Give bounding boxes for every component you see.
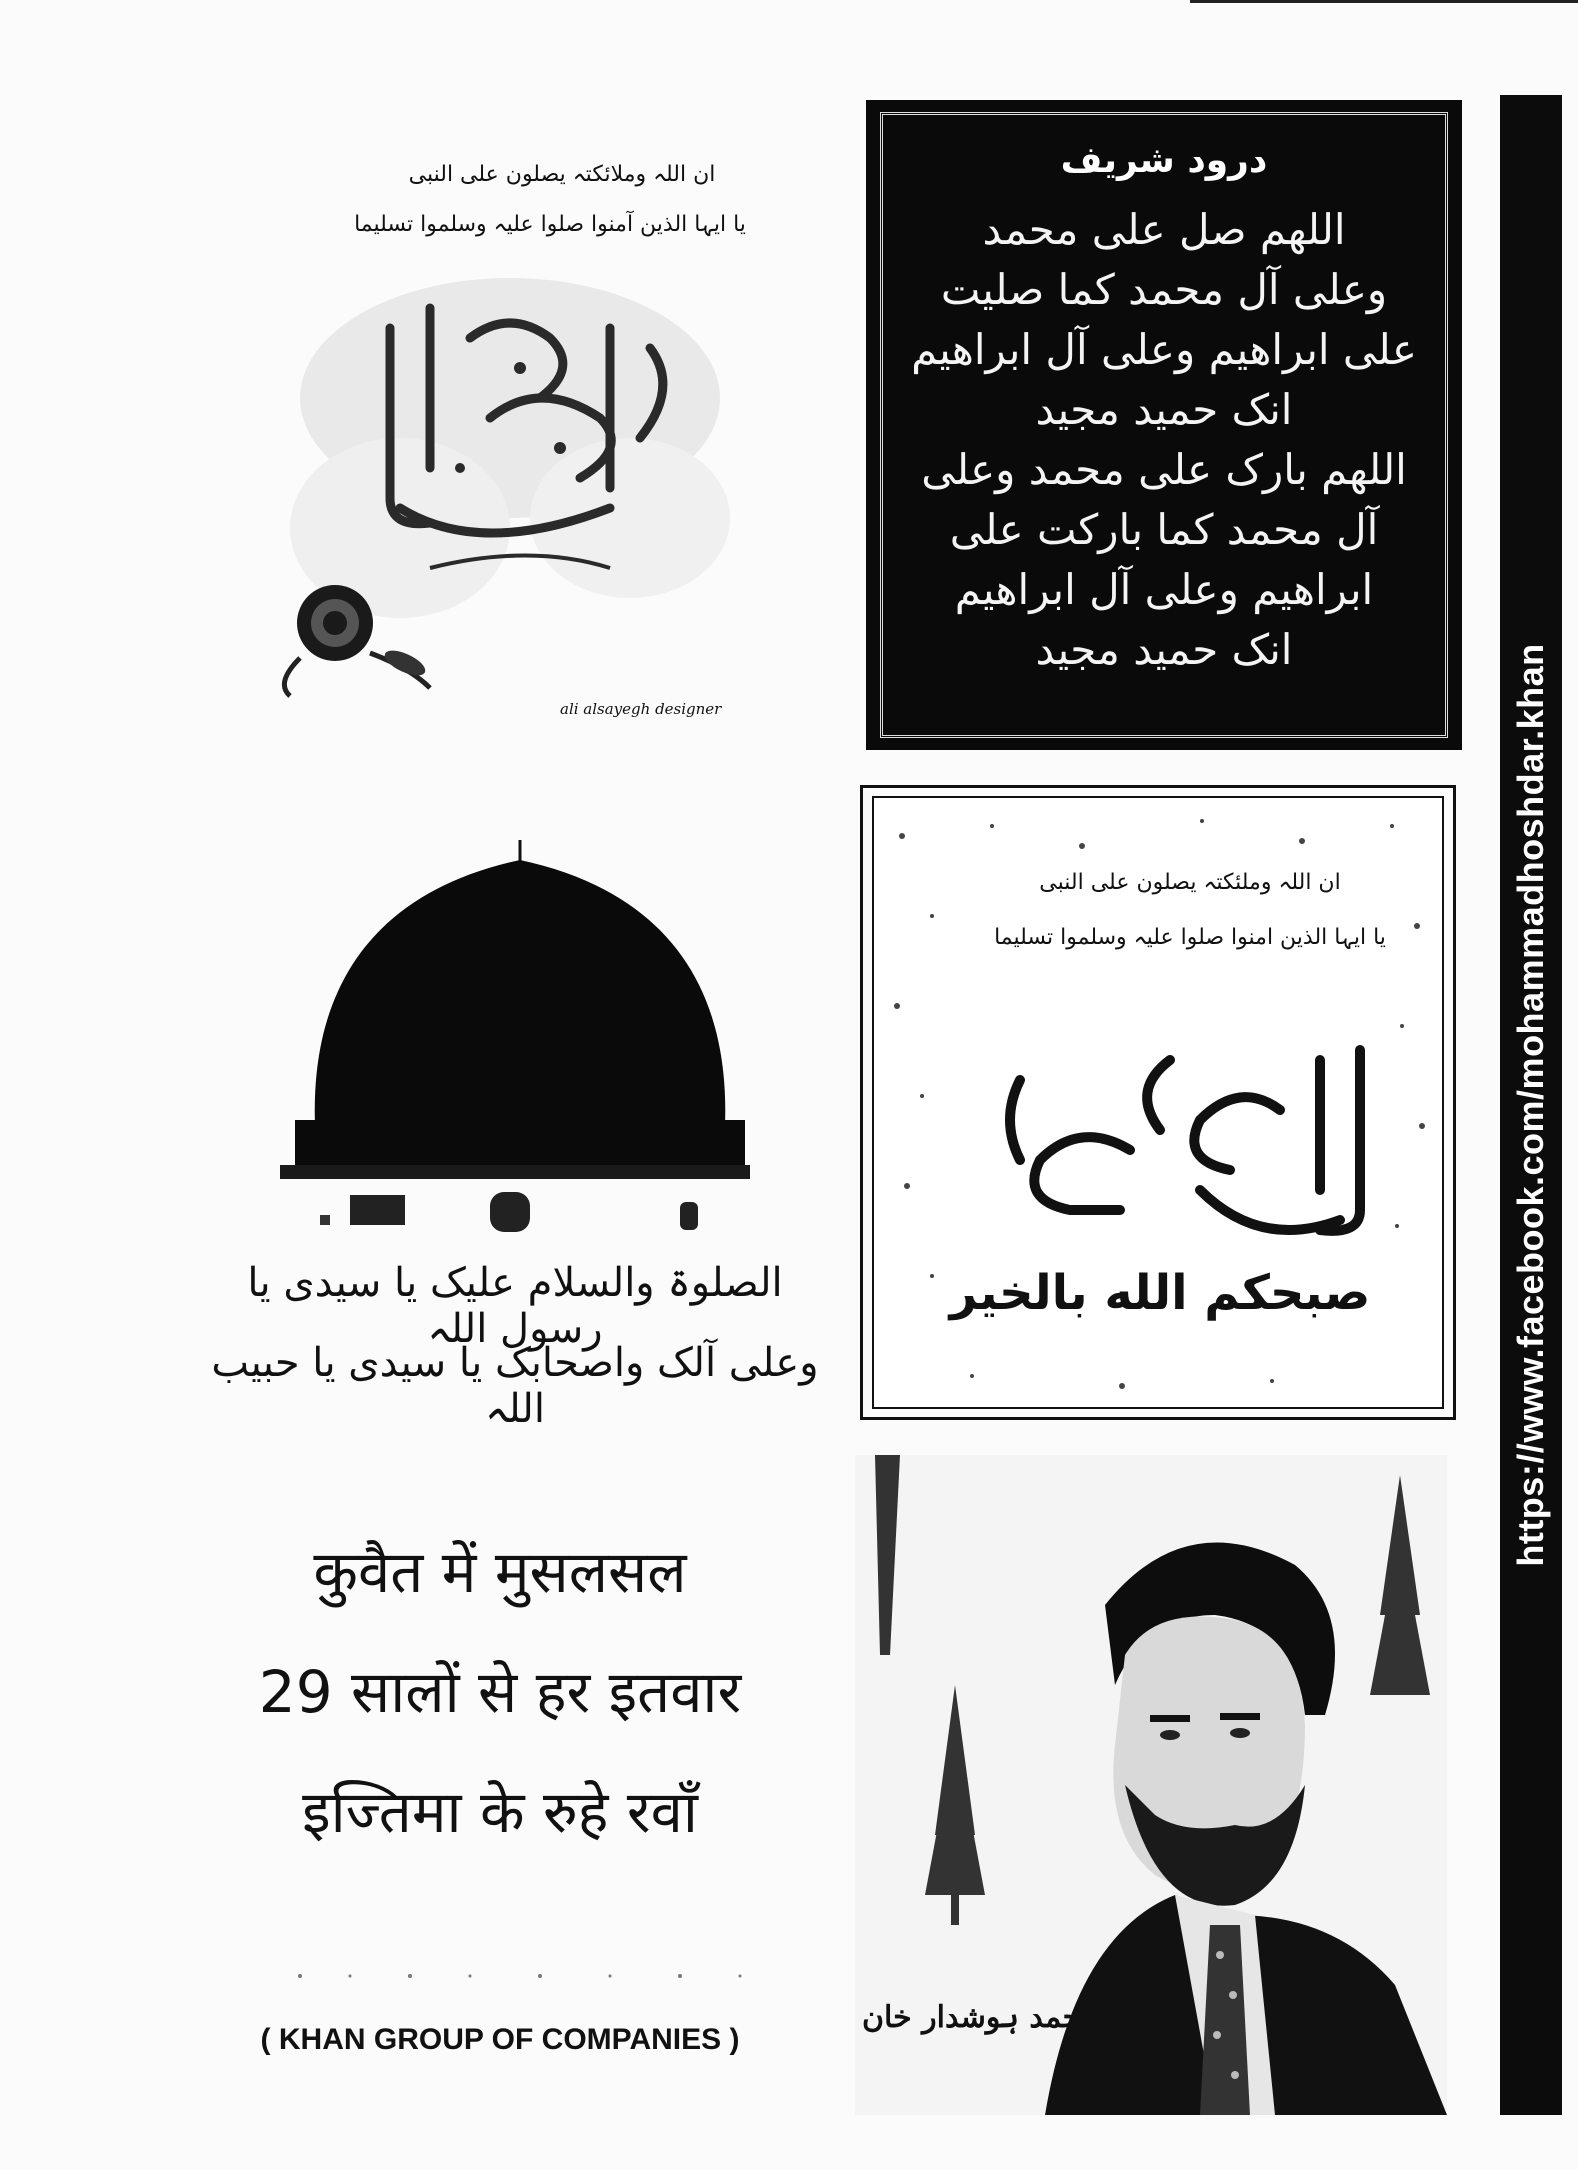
durood-line: انک حمید مجید xyxy=(1035,625,1293,674)
framed-verse-line-1: ان اللہ وملئکتہ یصلون علی النبی xyxy=(1039,870,1341,895)
dotted-divider xyxy=(290,1970,750,1982)
durood-line: علی ابراھیم وعلی آل ابراھیم xyxy=(911,325,1417,374)
panel-title: درود شریف xyxy=(1060,140,1268,181)
calligraphy-artwork xyxy=(280,268,750,698)
durood-line: اللھم بارک علی محمد وعلی xyxy=(921,445,1407,494)
durood-line: وعلی آل محمد کما صلیت xyxy=(940,265,1388,314)
person-name: محمد ہوشدار خان xyxy=(862,2000,1098,2035)
morning-greeting: صبحکم الله بالخير xyxy=(949,1265,1371,1321)
salam-line-2: وعلی آلک واصحابک یا سیدی یا حبیب اللہ xyxy=(211,1340,819,1432)
durood-sharif-panel xyxy=(866,100,1462,750)
framed-verse-line-2: یا ایہا الذین امنوا صلوا علیہ وسلموا تسلیما xyxy=(994,925,1386,950)
durood-line: آل محمد کما بارکت علی xyxy=(949,505,1379,554)
facebook-url[interactable]: https://www.facebook.com/mohammadhoshdar.khan xyxy=(1510,643,1551,1567)
designer-credit: ali alsayegh designer xyxy=(560,700,722,718)
calligraphy-artwork xyxy=(960,1020,1400,1260)
hindi-line-1: कुवैत में मुसलसल xyxy=(313,1538,687,1606)
green-dome-image xyxy=(220,820,750,1260)
durood-line: انک حمید مجید xyxy=(1035,385,1293,434)
hindi-line-2: 29 सालों से हर इतवार xyxy=(258,1658,742,1726)
quran-verse-line-2: یا ایہا الذین آمنوا صلوا علیہ وسلموا تسلیما xyxy=(354,212,746,237)
quran-verse-line-1: ان اللہ وملائکتہ یصلون علی النبی xyxy=(408,162,716,187)
top-border-line xyxy=(1190,0,1578,3)
hindi-line-3: इज्तिमा के रुहे रवाँ xyxy=(302,1778,698,1846)
company-name: ( KHAN GROUP OF COMPANIES ) xyxy=(260,2023,740,2056)
durood-line: اللھم صل علی محمد xyxy=(982,205,1346,254)
durood-line: ابراھیم وعلی آل ابراھیم xyxy=(954,565,1374,614)
salam-line-1: الصلوۃ والسلام علیک یا سیدی یا رسول اللہ xyxy=(247,1260,783,1352)
